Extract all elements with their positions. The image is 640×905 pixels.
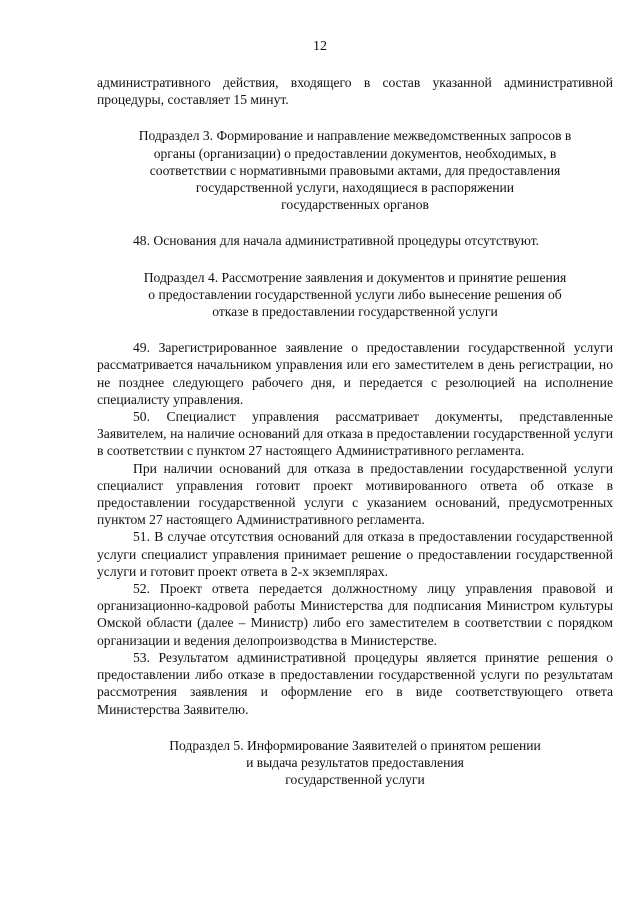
subsection-4-heading (97, 269, 613, 321)
heading-line: отказе в предоставлении государственной услуги (212, 304, 498, 320)
paragraph-51: 51. В случае отсутствия оснований для отказа в предоставлении государственной услуги специалист управления принимает решение о предоставлении государственной услуги и готовит проект ответа в 2-х экземплярах. (97, 529, 613, 579)
paragraph-52: 52. Проект ответа передается должностному лицу управления правовой и организационно-кадровой работы Министерства для подписания Министром культуры Омской области (далее – Министр) либо его заместителем в соответствии с порядком организации и ведения делопроизводства в Министерстве. (97, 581, 613, 648)
heading-line: государственной услуги (285, 772, 425, 788)
heading-line: Подраздел 4. Рассмотрение заявления и документов и принятие решения (143, 269, 567, 285)
paragraph-48: 48. Основания для начала административной процедуры отсутствуют. (133, 233, 540, 249)
intro-paragraph: административного действия, входящего в состав указанной административной процедуры, составляет 15 минут. (97, 75, 613, 108)
paragraph-50: 50. Специалист управления рассматривает документы, представленные Заявителем, на наличие оснований для отказа в предоставлении государственной услуги в соответствии с пунктом 27 настоящего Административного регламента. (97, 409, 613, 459)
subsection-5-heading (97, 737, 613, 789)
subsection-3-heading (97, 127, 613, 213)
paragraph-50-continuation: При наличии оснований для отказа в предоставлении государственной услуги специалист управления готовит проект мотивированного ответа об отказе в предоставлении государственной услуги с указанием оснований, предусмотренных пунктом 27 настоящего Административного регламента. (97, 460, 613, 528)
heading-line: Подраздел 3. Формирование и направление межведомственных запросов в (138, 128, 572, 144)
document-body (97, 74, 613, 788)
heading-line: государственной услуги, находящиеся в распоряжении (195, 180, 515, 196)
paragraph-53: 53. Результатом административной процедуры является принятие решения о предоставлении либо отказе в предоставлении государственной услуги по результатам рассмотрения заявления и оформление его в виде соответствующего ответа Министерства Заявителю. (97, 649, 613, 717)
heading-line: Подраздел 5. Информирование Заявителей о принятом решении (169, 737, 541, 753)
heading-line: соответствии с нормативными правовыми актами, для предоставления (149, 162, 561, 178)
page-number: 12 (313, 39, 327, 54)
paragraph-49: 49. Зарегистрированное заявление о предоставлении государственной услуги рассматривается начальником управления или его заместителем в день регистрации, но не позднее следующего рабочего дня, и передается с резолюцией на исполнение специалисту управления. (97, 340, 613, 407)
heading-line: о предоставлении государственной услуги либо вынесение решения об (148, 286, 562, 302)
heading-line: органы (организации) о предоставлении документов, необходимых, в (153, 145, 557, 161)
heading-line: государственных органов (281, 197, 429, 213)
heading-line: и выдача результатов предоставления (246, 754, 464, 770)
